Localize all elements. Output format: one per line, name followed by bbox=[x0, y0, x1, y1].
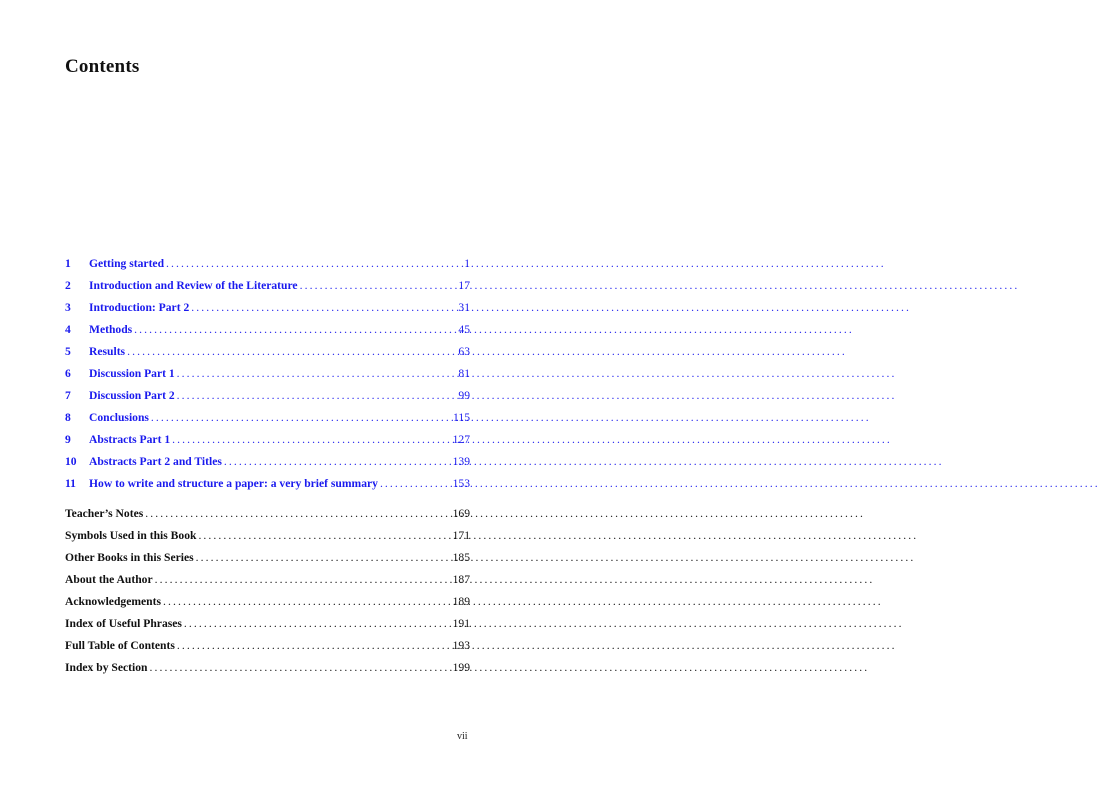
backmatter-entry[interactable] bbox=[65, 639, 470, 661]
chapter-title: Abstracts Part 1 bbox=[89, 433, 171, 446]
page-number: 63 bbox=[458, 345, 470, 358]
chapter-list bbox=[65, 257, 470, 499]
page-number: 115 bbox=[453, 411, 470, 424]
backmatter-title: Teacher’s Notes bbox=[65, 507, 144, 520]
page-number: 169 bbox=[452, 507, 470, 520]
backmatter-entry[interactable] bbox=[65, 595, 470, 617]
backmatter-title: Index of Useful Phrases bbox=[65, 617, 182, 630]
chapter-number: 2 bbox=[65, 279, 71, 292]
chapter-title: Discussion Part 1 bbox=[89, 367, 175, 380]
page-number: 193 bbox=[452, 639, 470, 652]
chapter-number: 4 bbox=[65, 323, 71, 336]
backmatter-entry[interactable] bbox=[65, 617, 470, 639]
chapter-title: Abstracts Part 2 and Titles bbox=[89, 455, 222, 468]
toc-entry[interactable] bbox=[65, 279, 470, 301]
page-number: 17 bbox=[458, 279, 470, 292]
dot-leader bbox=[224, 455, 444, 468]
page-number: 189 bbox=[452, 595, 470, 608]
dot-leader bbox=[172, 433, 444, 446]
dot-leader bbox=[177, 389, 444, 402]
page-number: 127 bbox=[452, 433, 470, 446]
toc-entry[interactable] bbox=[65, 455, 470, 477]
backmatter-title: Full Table of Contents bbox=[65, 639, 175, 652]
page-number: 45 bbox=[458, 323, 470, 336]
backmatter-title: Index by Section bbox=[65, 661, 148, 674]
page-number: 199 bbox=[452, 661, 470, 674]
page-number: 1 bbox=[464, 257, 470, 270]
chapter-title: Conclusions bbox=[89, 411, 149, 424]
chapter-number: 3 bbox=[65, 301, 71, 314]
page-number: 171 bbox=[452, 529, 470, 542]
dot-leader bbox=[151, 411, 444, 424]
chapter-number: 6 bbox=[65, 367, 71, 380]
toc-entry[interactable] bbox=[65, 433, 470, 455]
backmatter-entry[interactable] bbox=[65, 529, 470, 551]
backmatter-entry[interactable] bbox=[65, 507, 470, 529]
backmatter-entry[interactable] bbox=[65, 573, 470, 595]
page-title: Contents bbox=[65, 56, 140, 77]
dot-leader bbox=[134, 323, 444, 336]
page-number: 81 bbox=[458, 367, 470, 380]
chapter-number: 9 bbox=[65, 433, 71, 446]
dot-leader bbox=[196, 551, 444, 564]
page-number: 99 bbox=[458, 389, 470, 402]
dot-leader bbox=[149, 661, 444, 674]
dot-leader bbox=[177, 639, 444, 652]
chapter-number: 7 bbox=[65, 389, 71, 402]
page-number: 185 bbox=[452, 551, 470, 564]
toc-entry[interactable] bbox=[65, 477, 470, 499]
chapter-number: 10 bbox=[65, 455, 77, 468]
dot-leader bbox=[380, 477, 444, 490]
page-number: 187 bbox=[452, 573, 470, 586]
chapter-title: Getting started bbox=[89, 257, 165, 270]
toc-entry[interactable] bbox=[65, 389, 470, 411]
backmatter-title: Symbols Used in this Book bbox=[65, 529, 197, 542]
dot-leader bbox=[145, 507, 444, 520]
dot-leader bbox=[191, 301, 444, 314]
chapter-title: Introduction and Review of the Literature bbox=[89, 279, 298, 292]
chapter-number: 11 bbox=[65, 477, 76, 490]
dot-leader bbox=[163, 595, 444, 608]
backmatter-title: About the Author bbox=[65, 573, 153, 586]
backmatter-entry[interactable] bbox=[65, 661, 470, 683]
dot-leader bbox=[177, 367, 444, 380]
backmatter-title: Acknowledgements bbox=[65, 595, 161, 608]
backmatter-list bbox=[65, 507, 470, 683]
chapter-title: Methods bbox=[89, 323, 133, 336]
dot-leader bbox=[198, 529, 444, 542]
page-number: 139 bbox=[452, 455, 470, 468]
chapter-title: How to write and structure a paper: a very brief summary bbox=[89, 477, 378, 490]
dot-leader bbox=[155, 573, 444, 586]
page-number: 31 bbox=[458, 301, 470, 314]
page-number: 153 bbox=[452, 477, 470, 490]
toc-entry[interactable] bbox=[65, 323, 470, 345]
toc-entry[interactable] bbox=[65, 301, 470, 323]
toc-entry[interactable] bbox=[65, 367, 470, 389]
dot-leader bbox=[166, 257, 444, 270]
chapter-title: Introduction: Part 2 bbox=[89, 301, 190, 314]
dot-leader bbox=[127, 345, 444, 358]
page-folio: vii bbox=[457, 731, 468, 742]
backmatter-entry[interactable] bbox=[65, 551, 470, 573]
chapter-number: 1 bbox=[65, 257, 71, 270]
toc-entry[interactable] bbox=[65, 345, 470, 367]
chapter-title: Results bbox=[89, 345, 126, 358]
toc-entry[interactable] bbox=[65, 411, 470, 433]
dot-leader bbox=[184, 617, 444, 630]
toc-entry[interactable] bbox=[65, 257, 470, 279]
chapter-number: 5 bbox=[65, 345, 71, 358]
chapter-title: Discussion Part 2 bbox=[89, 389, 175, 402]
backmatter-title: Other Books in this Series bbox=[65, 551, 194, 564]
page-number: 191 bbox=[452, 617, 470, 630]
dot-leader bbox=[300, 279, 444, 292]
chapter-number: 8 bbox=[65, 411, 71, 424]
